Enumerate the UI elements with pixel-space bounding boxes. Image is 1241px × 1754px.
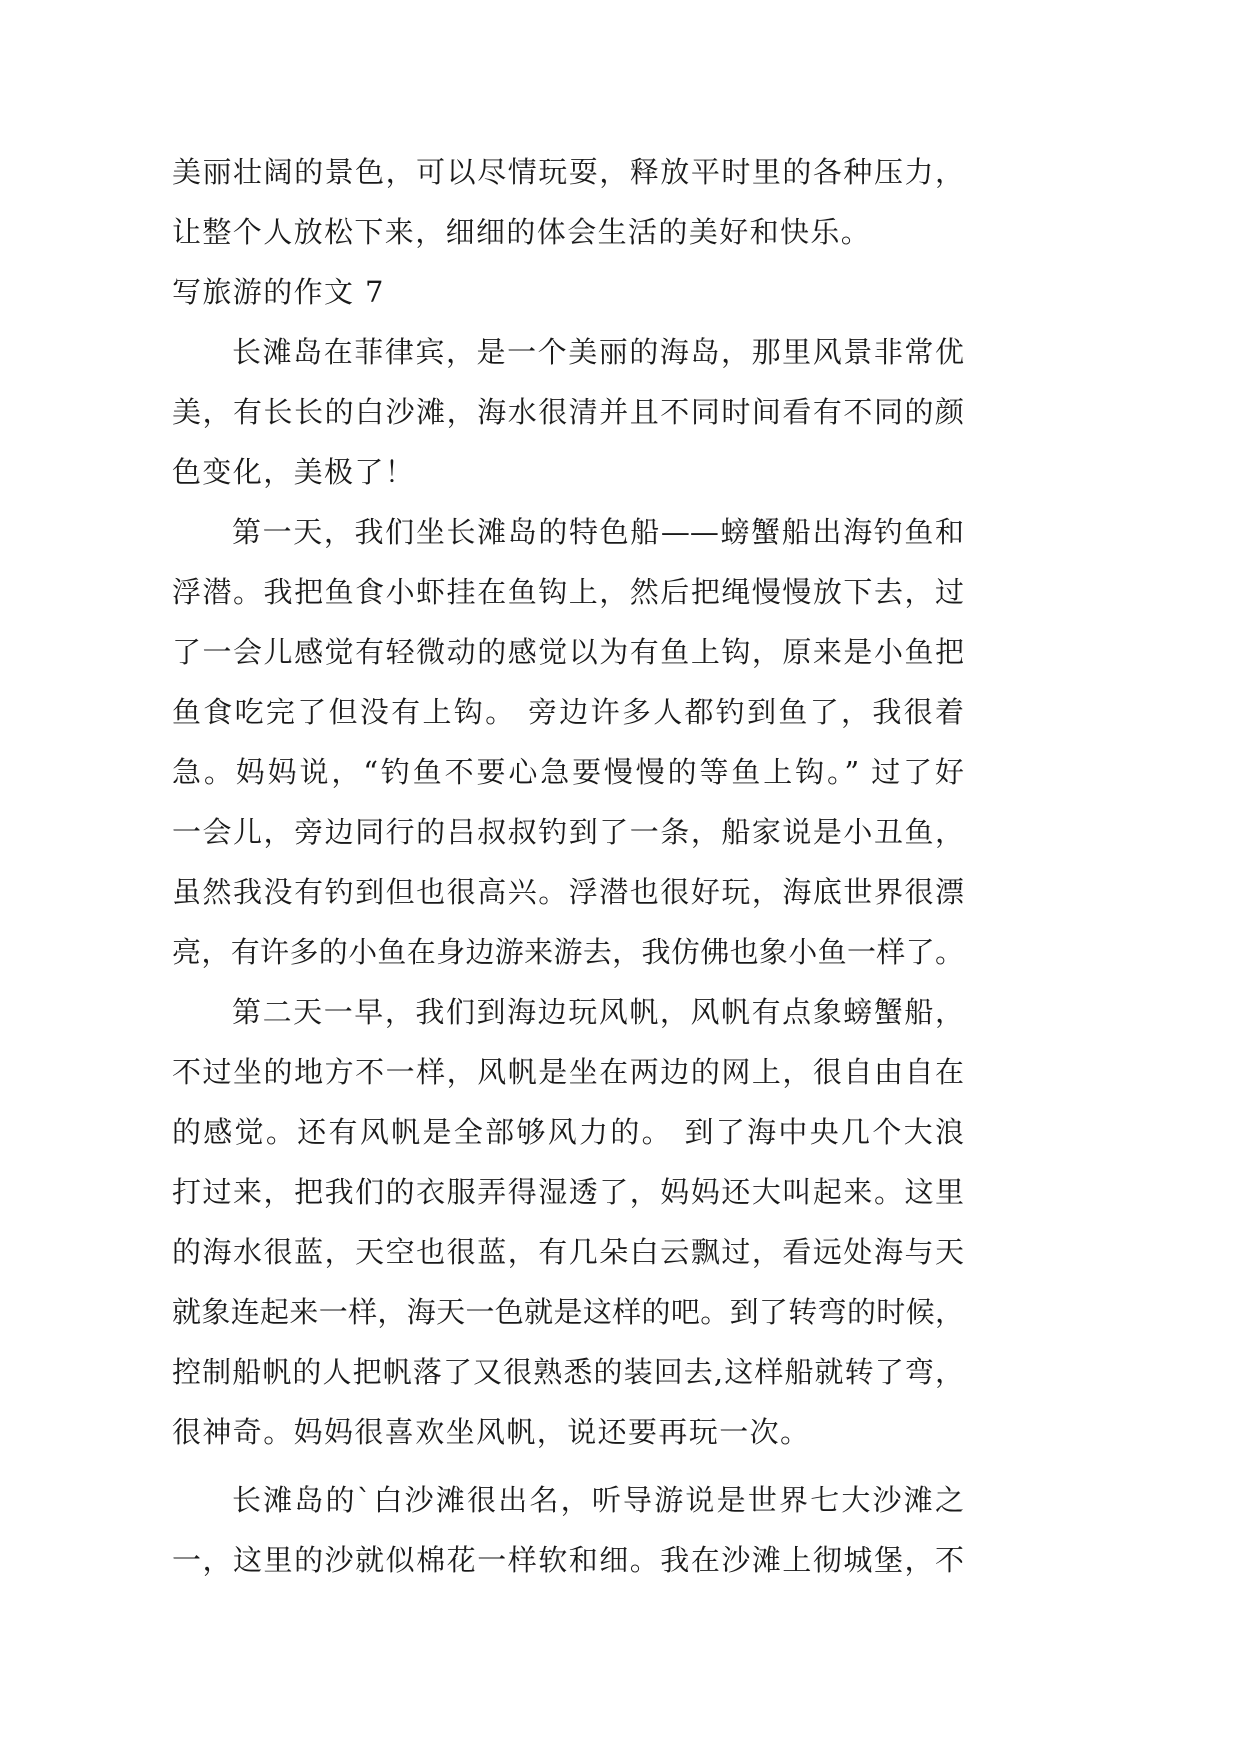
text-line: 不过坐的地方不一样，风帆是坐在两边的网上，很自由自在: [172, 1055, 964, 1089]
text-line: 的感觉。还有风帆是全部够风力的。 到了海中央几个大浪: [172, 1115, 964, 1149]
paragraph: [172, 982, 964, 1462]
text-line: 长滩岛在菲律宾，是一个美丽的海岛，那里风景非常优: [232, 335, 964, 369]
text-line: 第二天一早，我们到海边玩风帆，风帆有点象螃蟹船，: [232, 995, 964, 1029]
paragraph: [172, 502, 964, 982]
text-line: 鱼食吃完了但没有上钩。 旁边许多人都钓到鱼了，我很着: [172, 695, 964, 729]
text-line: 让整个人放松下来，细细的体会生活的美好和快乐。: [172, 215, 872, 249]
text-line: 了一会儿感觉有轻微动的感觉以为有鱼上钩，原来是小鱼把: [172, 635, 964, 669]
paragraph: [172, 322, 964, 502]
text-line: 亮，有许多的小鱼在身边游来游去，我仿佛也象小鱼一样了。: [172, 935, 964, 969]
text-line: 一，这里的沙就似棉花一样软和细。我在沙滩上彻城堡，不: [172, 1543, 964, 1577]
text-line: 打过来，把我们的衣服弄得湿透了，妈妈还大叫起来。这里: [172, 1175, 964, 1209]
heading-text: 写旅游的作文 7: [172, 275, 385, 309]
text-line: 色变化，美极了！: [172, 455, 416, 489]
document-body: [172, 142, 964, 1590]
text-line: 控制船帆的人把帆落了又很熟悉的装回去,这样船就转了弯，: [172, 1355, 964, 1389]
text-line: 美，有长长的白沙滩，海水很清并且不同时间看有不同的颜: [172, 395, 964, 429]
paragraph: [172, 142, 964, 262]
text-line: 就象连起来一样，海天一色就是这样的吧。到了转弯的时候，: [172, 1295, 964, 1329]
text-line: 一会儿，旁边同行的吕叔叔钓到了一条，船家说是小丑鱼，: [172, 815, 964, 849]
text-line: 急。妈妈说，“钓鱼不要心急要慢慢的等鱼上钩。” 过了好: [172, 755, 964, 789]
text-line: 的海水很蓝，天空也很蓝，有几朵白云飘过，看远处海与天: [172, 1235, 964, 1269]
paragraph: [172, 1470, 964, 1590]
text-line: 第一天，我们坐长滩岛的特色船——螃蟹船出海钓鱼和: [232, 515, 964, 549]
section-heading: [172, 262, 964, 322]
text-line: 浮潜。我把鱼食小虾挂在鱼钩上，然后把绳慢慢放下去，过: [172, 575, 964, 609]
text-line: 长滩岛的`白沙滩很出名，听导游说是世界七大沙滩之: [232, 1483, 964, 1517]
text-line: 美丽壮阔的景色，可以尽情玩耍，释放平时里的各种压力，: [172, 155, 964, 189]
text-line: 虽然我没有钓到但也很高兴。浮潜也很好玩，海底世界很漂: [172, 875, 964, 909]
text-line: 很神奇。妈妈很喜欢坐风帆，说还要再玩一次。: [172, 1415, 811, 1449]
